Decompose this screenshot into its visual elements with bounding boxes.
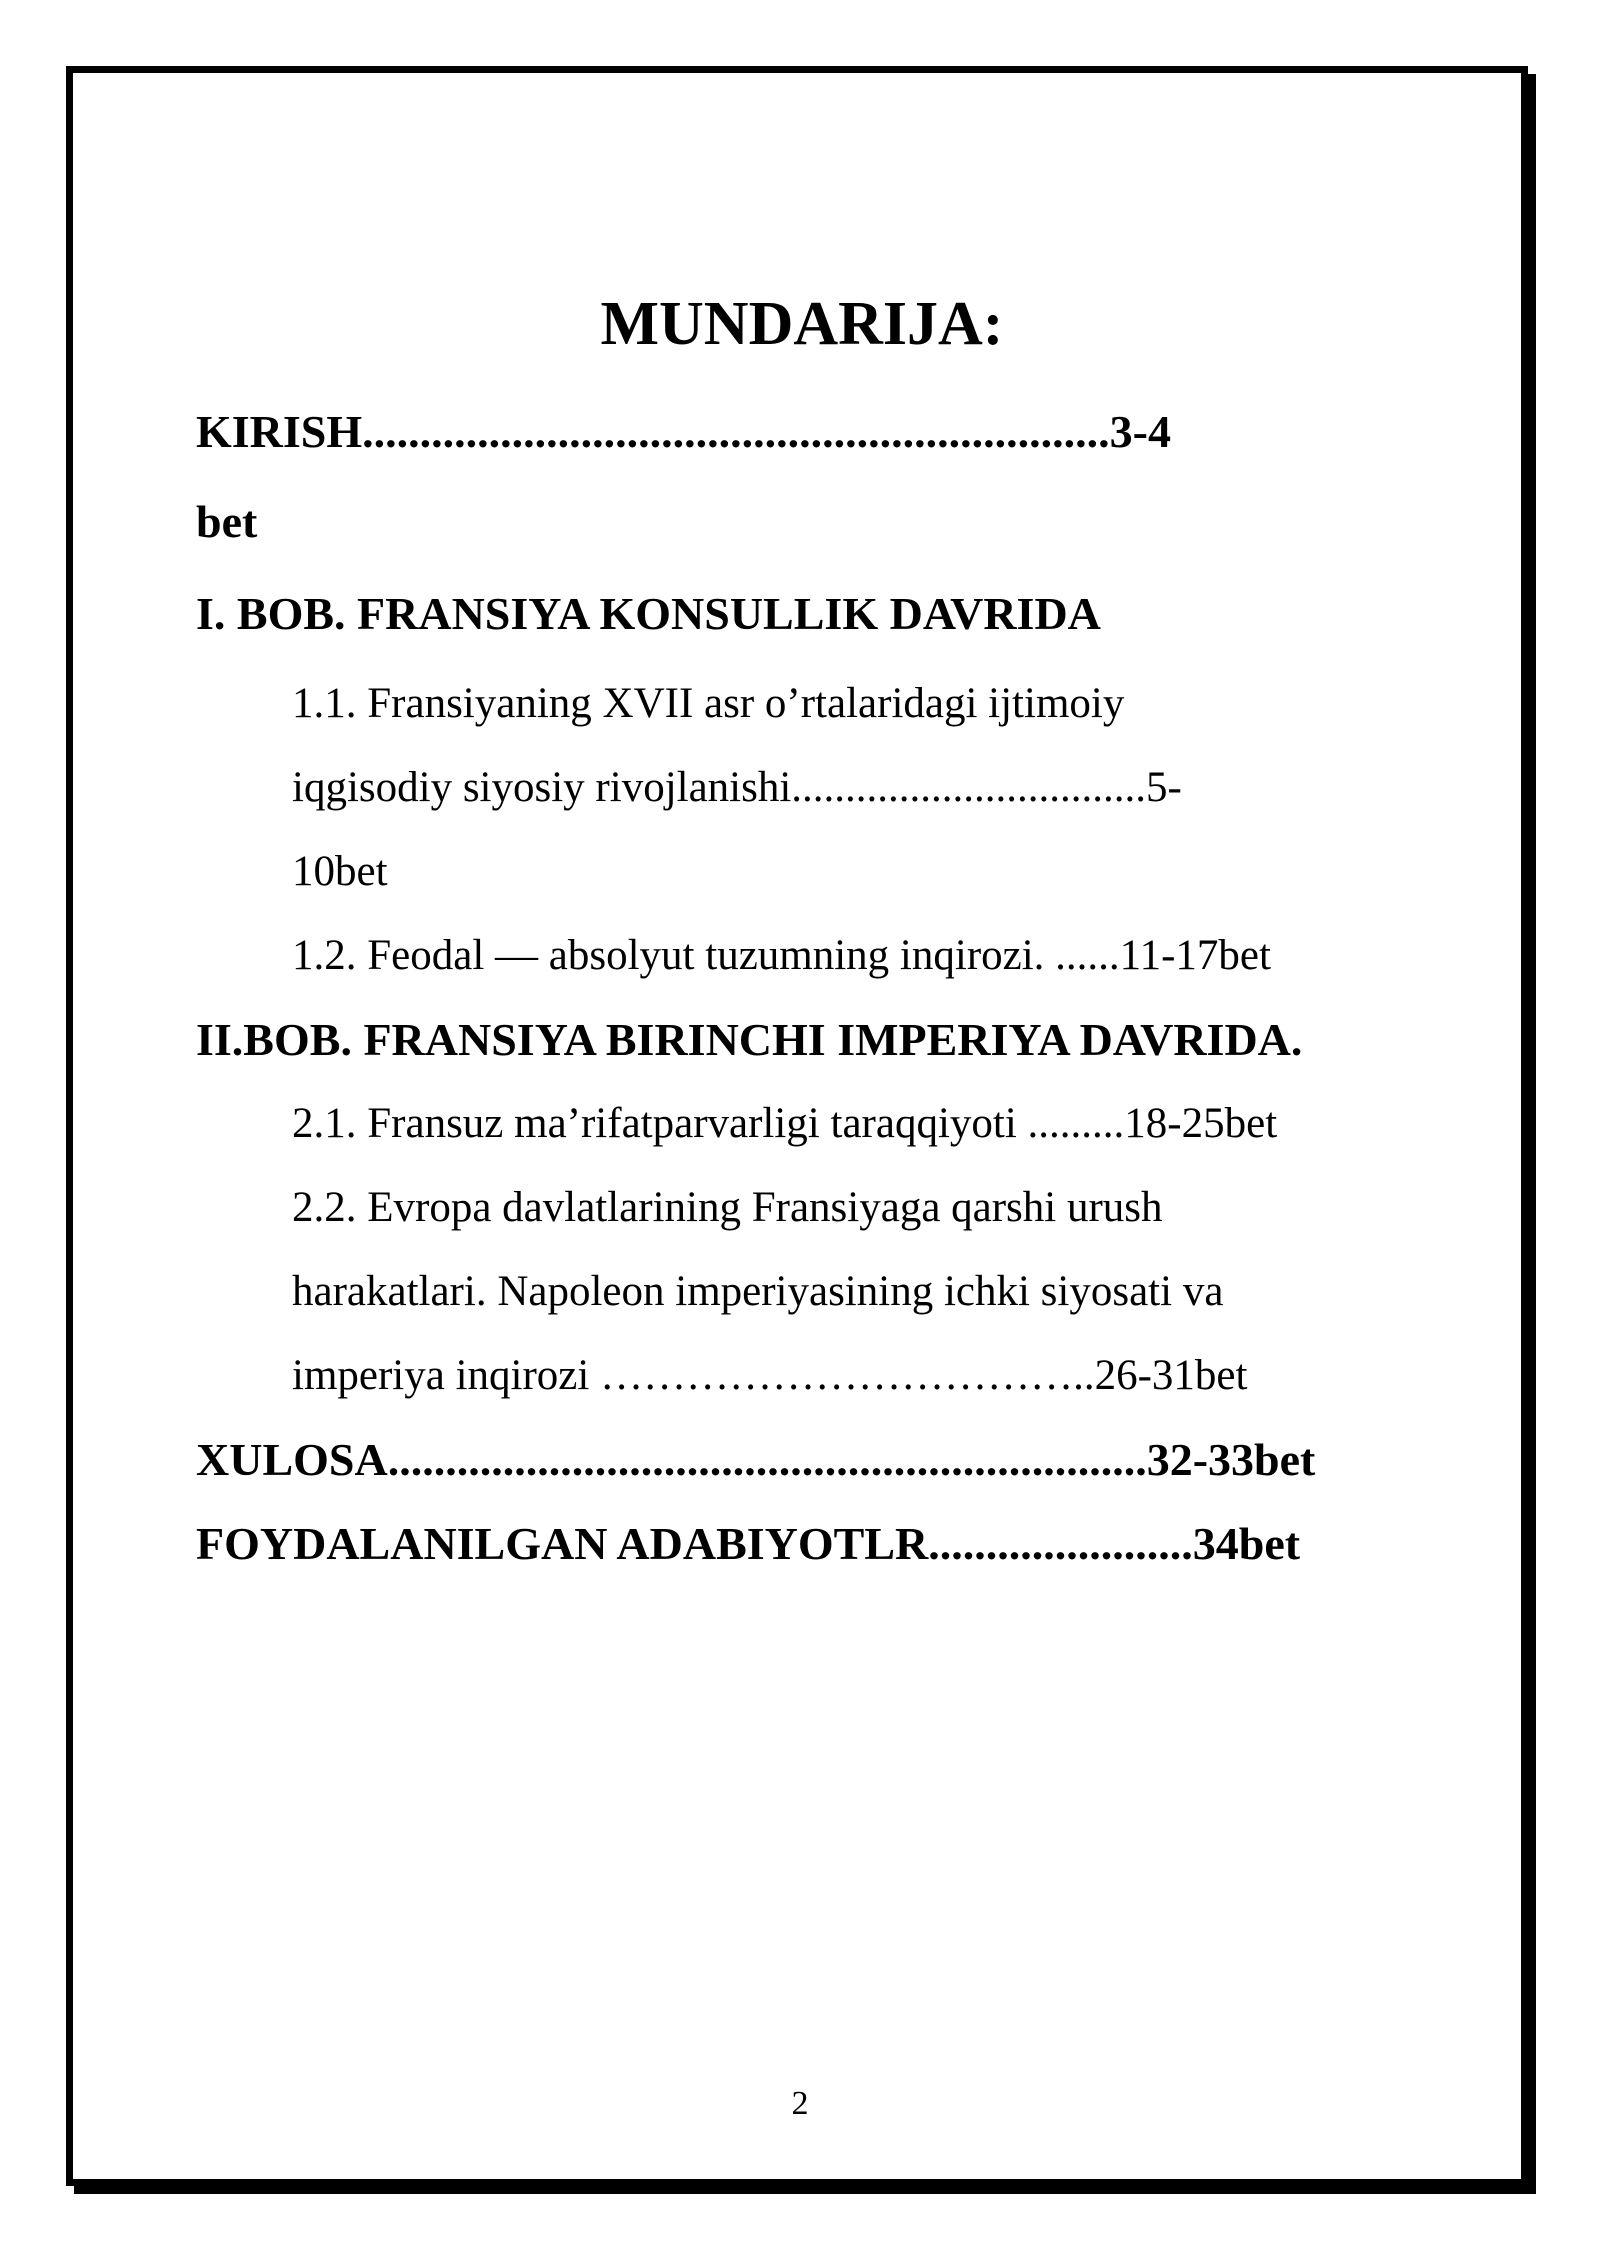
toc-entry-xulosa: XULOSA..................................................................32-33bet [196, 1434, 1316, 1485]
toc-section-2-1: 2.1. Fransuz ma’rifatparvarligi taraqqiyoti .........18-25bet [292, 1100, 1278, 1147]
toc-section-1-1-pages: 10bet [292, 848, 388, 895]
toc-section-2-2-pages: imperiya inqirozi ……………………………..26-31bet [292, 1352, 1248, 1399]
toc-section-1-2: 1.2. Feodal — absolyut tuzumning inqirozi. ......11-17bet [292, 932, 1271, 979]
page-number: 2 [791, 2085, 809, 2122]
toc-entry-kirish-continued: bet [196, 496, 258, 547]
toc-section-2-2-continued: harakatlari. Napoleon imperiyasining ichki siyosati va [292, 1268, 1224, 1315]
toc-chapter-1: I. BOB. FRANSIYA KONSULLIK DAVRIDA [196, 588, 1101, 639]
toc-chapter-2: II.BOB. FRANSIYA BIRINCHI IMPERIYA DAVRIDA. [196, 1014, 1303, 1065]
toc-entry-kirish: KIRISH.................................................................3-4 [196, 406, 1171, 457]
toc-section-1-1-continued: iqgisodiy siyosiy rivojlanishi.................................5- [292, 764, 1182, 811]
toc-section-2-2: 2.2. Evropa davlatlarining Fransiyaga qarshi urush [292, 1184, 1163, 1231]
page-title: MUNDARIJA: [600, 290, 1004, 358]
toc-entry-adabiyotlar: FOYDALANILGAN ADABIYOTLR.......................34bet [196, 1518, 1301, 1569]
toc-section-1-1: 1.1. Fransiyaning XVII asr o’rtalaridagi ijtimoiy [292, 680, 1125, 727]
